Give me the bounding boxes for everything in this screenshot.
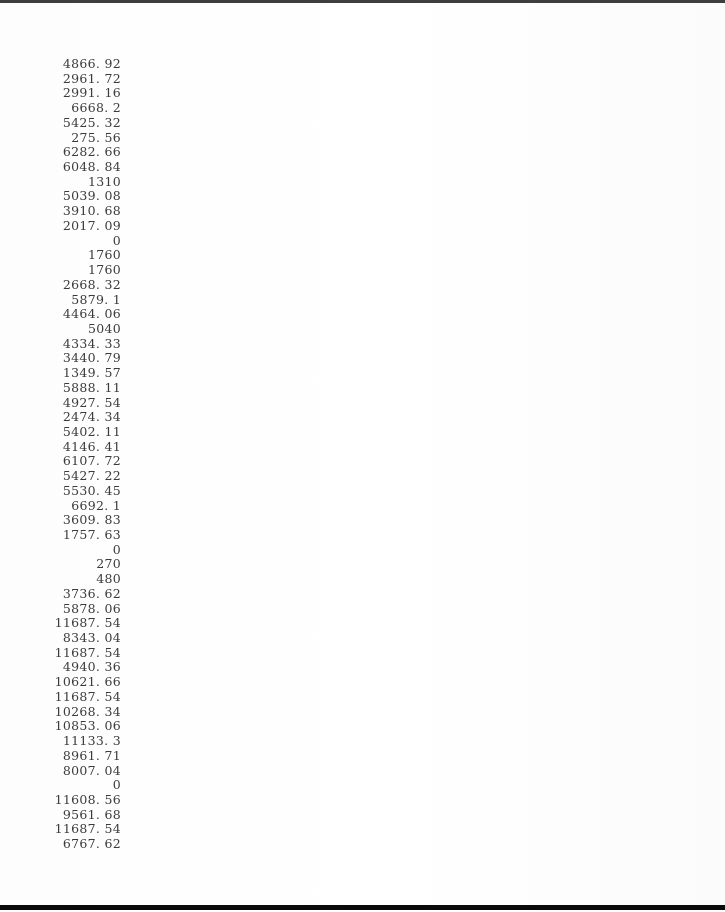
- number-cell: 1310: [87, 173, 121, 189]
- number-cell: 5040: [87, 320, 121, 336]
- number-cell: 10621. 66: [54, 674, 121, 690]
- number-cell: 4146. 41: [62, 438, 121, 454]
- number-cell: 1757. 63: [62, 527, 121, 542]
- number-cell: 1349. 57: [62, 365, 121, 381]
- number-cell: 6668. 2: [71, 100, 121, 116]
- number-cell: 3609. 83: [62, 512, 121, 528]
- number-cell: 9561. 68: [62, 806, 121, 822]
- bottom-rule: [0, 905, 725, 910]
- number-cell: 2668. 32: [62, 276, 121, 292]
- number-cell: 1760: [87, 262, 121, 278]
- number-cell: 6282. 66: [62, 144, 121, 160]
- number-cell: 480: [96, 571, 121, 587]
- number-cell: 3910. 68: [62, 203, 121, 219]
- number-cell: 4866. 92: [62, 56, 121, 71]
- number-cell: 0: [112, 541, 121, 557]
- number-cell: 8007. 04: [62, 762, 121, 778]
- number-cell: 2961. 72: [62, 70, 121, 86]
- number-cell: 2017. 09: [62, 217, 121, 233]
- number-cell: 3440. 79: [62, 350, 121, 366]
- number-cell: 8343. 04: [62, 630, 121, 646]
- number-cell: 4927. 54: [62, 394, 121, 410]
- number-cell: 5888. 11: [62, 379, 121, 395]
- number-cell: 10268. 34: [54, 703, 121, 719]
- number-cell: 4464. 06: [62, 306, 121, 322]
- number-cell: 4940. 36: [62, 659, 121, 675]
- number-cell: 3736. 62: [62, 585, 121, 601]
- number-cell: 11687. 54: [54, 688, 121, 704]
- number-cell: 6692. 1: [71, 497, 121, 513]
- number-cell: 0: [112, 777, 121, 793]
- number-cell: 0: [112, 232, 121, 248]
- number-cell: 11133. 3: [62, 733, 121, 749]
- number-cell: 11608. 56: [54, 791, 121, 807]
- number-cell: 10853. 06: [54, 718, 121, 734]
- number-cell: 275. 56: [71, 129, 121, 145]
- number-cell: 11687. 54: [54, 644, 121, 660]
- number-cell: 6767. 62: [62, 836, 121, 852]
- number-cell: 5425. 32: [62, 114, 121, 130]
- number-cell: 11687. 54: [54, 615, 121, 631]
- number-cell: 1760: [87, 247, 121, 263]
- number-cell: 11687. 54: [54, 821, 121, 837]
- number-cell: 5402. 11: [62, 423, 121, 439]
- number-cell: 6048. 84: [62, 159, 121, 175]
- number-cell: 5879. 1: [71, 291, 121, 307]
- number-cell: 4334. 33: [62, 335, 121, 351]
- number-cell: 5039. 08: [62, 188, 121, 204]
- number-cell: 270: [96, 556, 121, 572]
- top-rule: [0, 0, 725, 3]
- number-cell: 6107. 72: [62, 453, 121, 469]
- number-cell: 8961. 71: [62, 747, 121, 763]
- number-cell: 2474. 34: [62, 409, 121, 425]
- numbers-column: [0, 57, 121, 852]
- number-cell: 5427. 22: [62, 468, 121, 484]
- number-cell: 2991. 16: [62, 85, 121, 101]
- number-cell: 5530. 45: [62, 482, 121, 498]
- number-cell: 5878. 06: [62, 600, 121, 616]
